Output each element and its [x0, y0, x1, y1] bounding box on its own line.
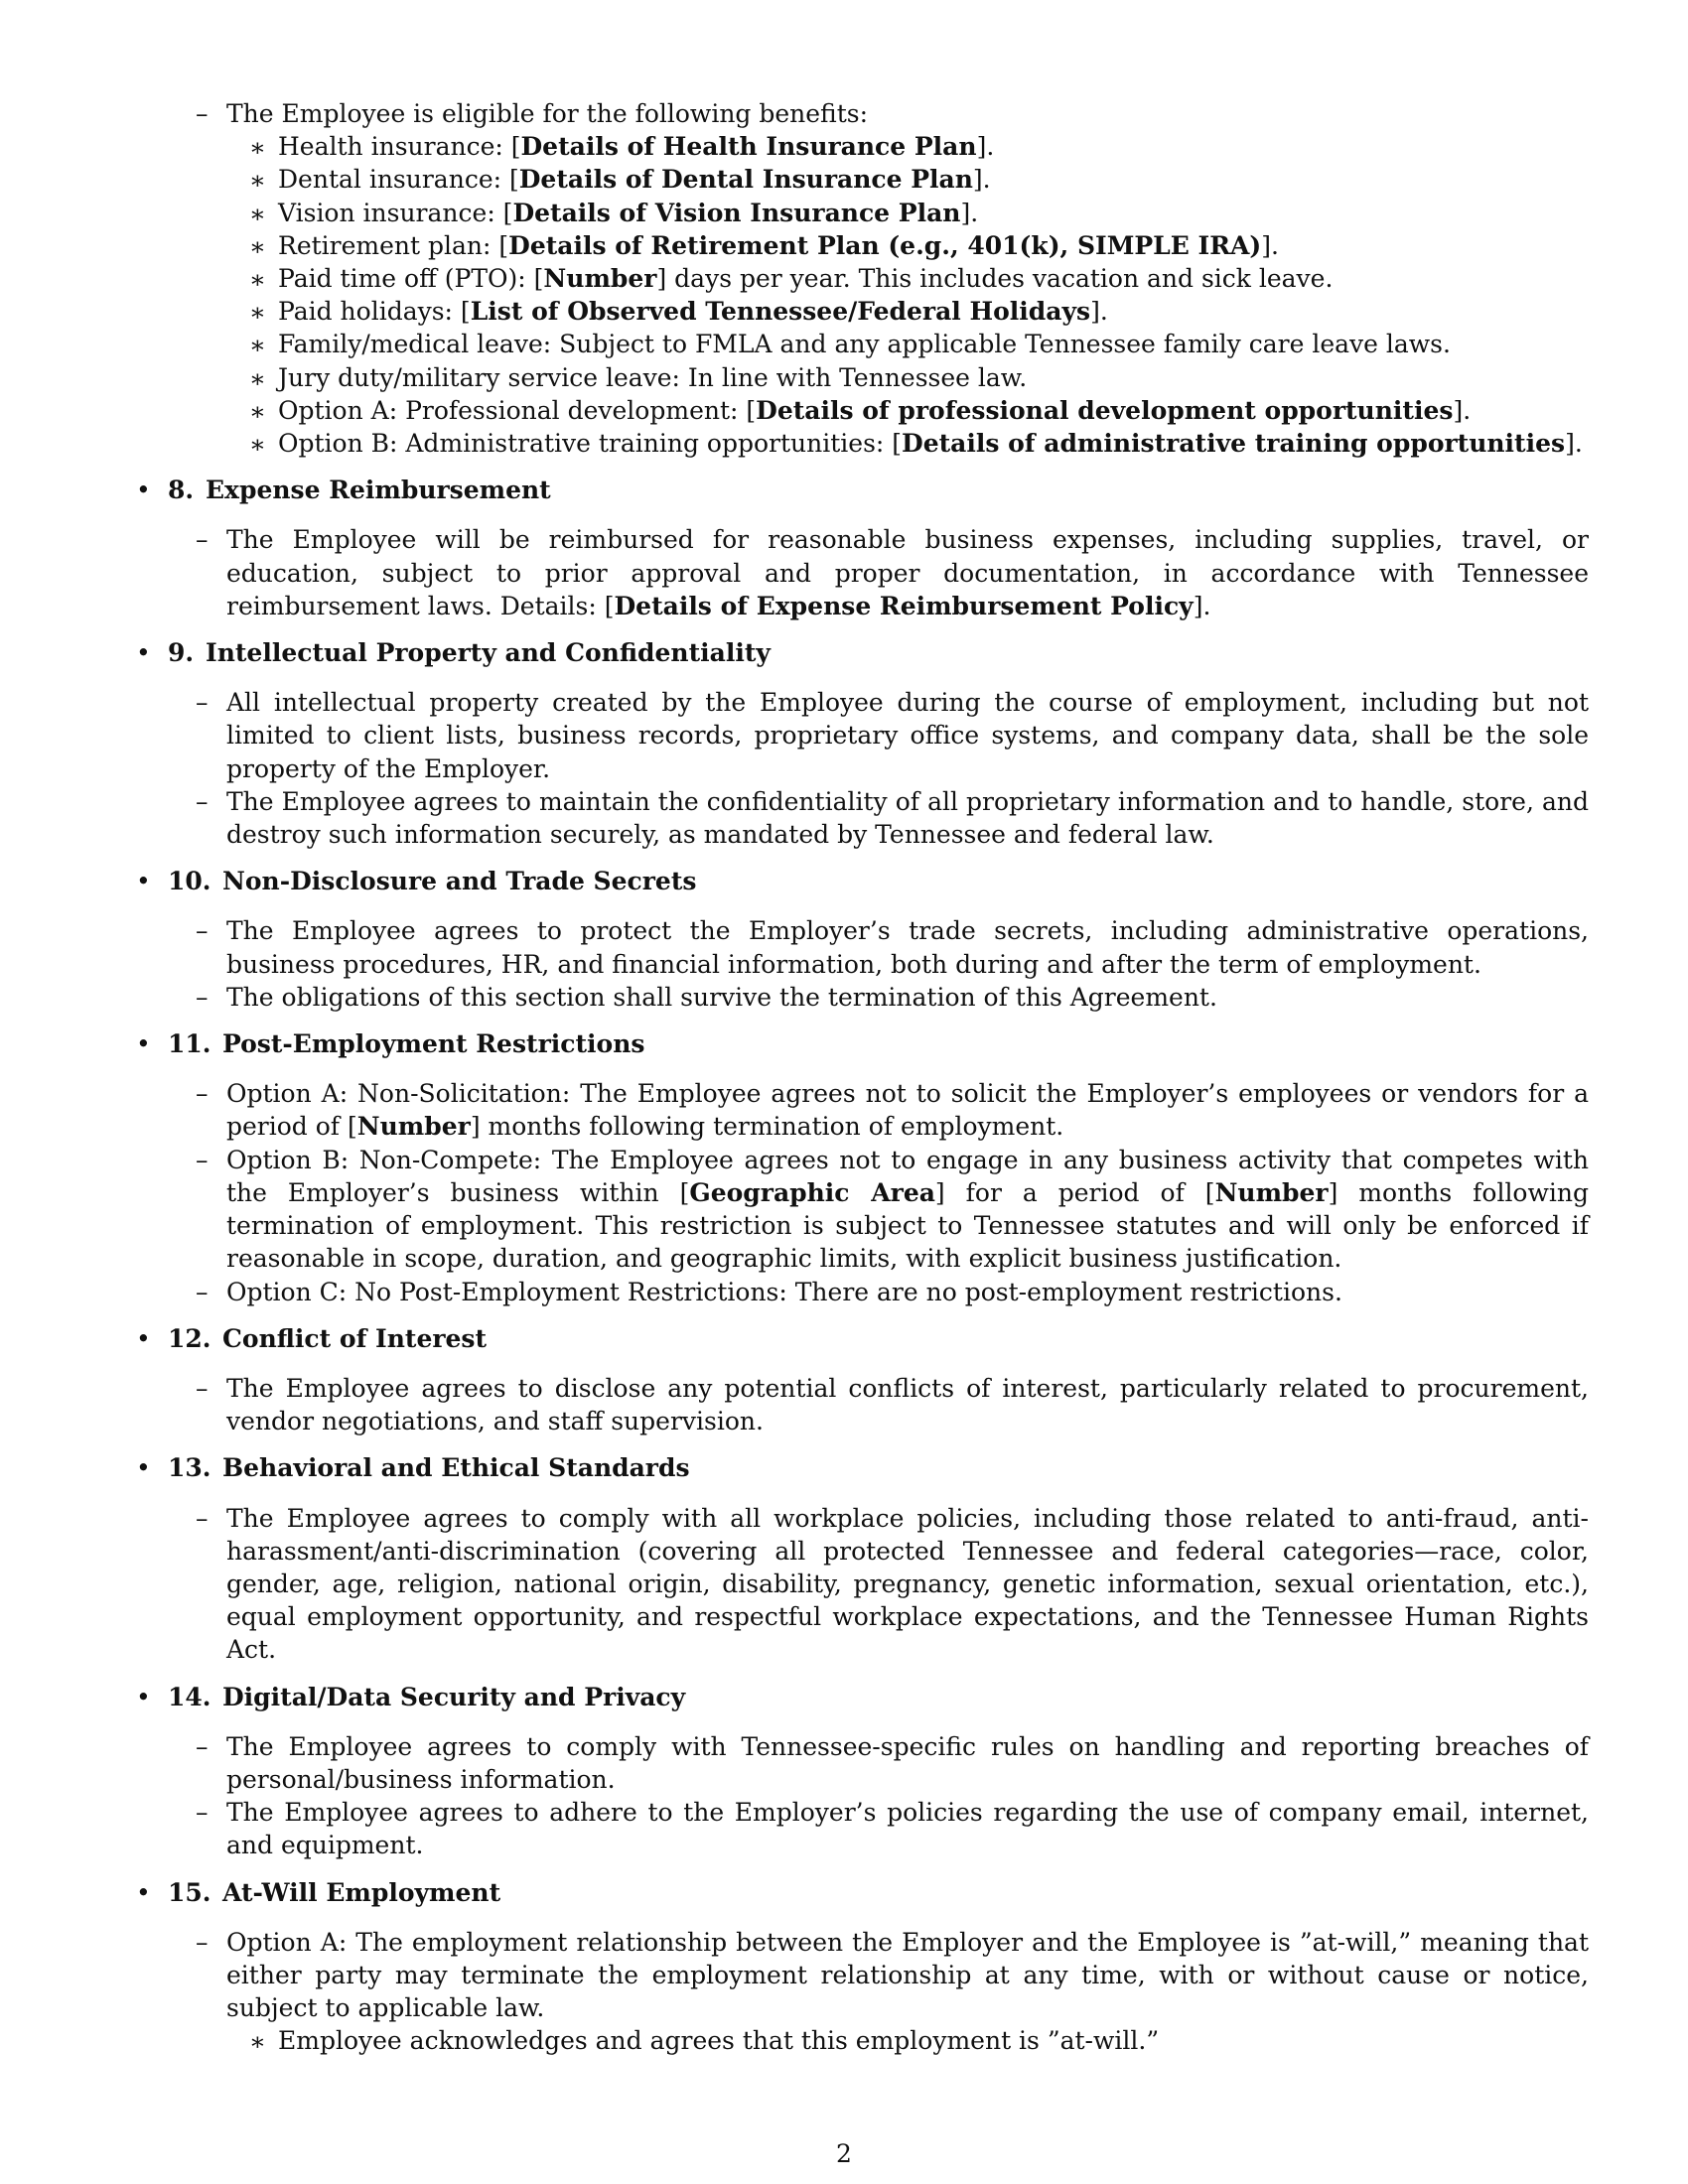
benefit-list: [136, 130, 1589, 460]
bullet-marker: •: [136, 1453, 151, 1483]
benefit-item: ∗ Dental insurance: [Details of Dental Insurance Plan].: [136, 163, 1589, 196]
section-number: 13.: [168, 1453, 211, 1483]
star-marker: ∗: [249, 396, 266, 426]
section-title: Digital/Data Security and Privacy: [222, 1682, 686, 1711]
section-8: [136, 474, 1589, 622]
section-heading: [136, 1451, 1589, 1484]
dash-marker: –: [196, 1731, 209, 1761]
placeholder-field: Number: [356, 1112, 471, 1142]
benefit-item: ∗ Paid time off (PTO): [Number] days per year. This includes vacation and sick leave.: [136, 262, 1589, 295]
section-heading: [136, 1027, 1589, 1060]
benefit-item: ∗ Option A: Professional development: [Details of professional development opportunities].: [136, 394, 1589, 427]
section-heading: [136, 1322, 1589, 1355]
dash-marker: –: [196, 525, 209, 555]
benefits-block: [136, 97, 1589, 460]
dash-marker: –: [196, 786, 209, 816]
star-marker: ∗: [249, 430, 266, 460]
bullet-marker: •: [136, 1877, 151, 1907]
section-9: [136, 636, 1589, 851]
benefit-item: ∗ Retirement plan: [Details of Retirement Plan (e.g., 401(k), SIMPLE IRA)].: [136, 229, 1589, 262]
star-marker: ∗: [249, 331, 266, 360]
section-number: 14.: [168, 1682, 211, 1711]
placeholder-field: Number: [543, 264, 657, 294]
star-marker: ∗: [249, 231, 266, 261]
star-marker: ∗: [249, 199, 266, 228]
dash-marker: –: [196, 1927, 209, 1957]
paragraph: – The Employee agrees to comply with Tennessee-specific rules on handling and reporting breaches of personal/business information.: [196, 1731, 1589, 1794]
paragraph: – All intellectual property created by the Employee during the course of employment, including but not limited to client lists, business records, proprietary office systems, and company data, shall be the sole property of the Employer.: [196, 688, 1589, 783]
dash-marker: –: [196, 1373, 209, 1403]
page-number: 2: [836, 2139, 852, 2168]
dash-marker: –: [196, 1277, 209, 1306]
bullet-marker: •: [136, 867, 151, 896]
dash-marker: –: [196, 99, 209, 128]
section-number: 10.: [168, 867, 211, 896]
paragraph: – The Employee agrees to disclose any potential conflicts of interest, particularly related to procurement, vendor negotiations, and staff supervision.: [196, 1373, 1589, 1436]
paragraph: – Option A: Non-Solicitation: The Employee agrees not to solicit the Employer’s employees or vendors for a period of [Number] months following termination of employment.: [196, 1079, 1589, 1142]
placeholder-field: Details of Dental Insurance Plan: [518, 165, 973, 195]
paragraph: – Option C: No Post-Employment Restrictions: There are no post-employment restrictions.: [136, 1276, 1589, 1308]
paragraph: – The Employee agrees to adhere to the Employer’s policies regarding the use of company email, internet, and equipment.: [196, 1798, 1589, 1860]
section-number: 15.: [168, 1877, 211, 1907]
bullet-marker: •: [136, 1682, 151, 1711]
placeholder-field: Number: [1214, 1177, 1329, 1207]
star-marker: ∗: [249, 166, 266, 196]
paragraph: – The Employee agrees to maintain the confidentiality of all proprietary information and to handle, store, and destroy such information securely, as mandated by Tennessee and federal law.: [196, 786, 1589, 850]
section-title: Non-Disclosure and Trade Secrets: [222, 867, 697, 896]
section-heading: [136, 1876, 1589, 1909]
paragraph: – The Employee agrees to comply with all workplace policies, including those related to anti-fraud, anti-harassment/anti-discrimination (covering all protected Tennessee and federal categories—race, color, gender, age, religion, national origin, disability, pregnancy, genetic information, sexual orientation, etc.), equal employment opportunity, and respectful workplace expectations, and the Tennessee Human Rights Act.: [196, 1503, 1589, 1665]
paragraph: – The Employee agrees to protect the Employer’s trade secrets, including administrative operations, business procedures, HR, and financial information, both during and after the term of employment.: [196, 916, 1589, 979]
star-marker: ∗: [249, 363, 266, 393]
bullet-marker: •: [136, 476, 151, 505]
dash-marker: –: [196, 1503, 209, 1533]
section-heading: [136, 474, 1589, 506]
section-title: Behavioral and Ethical Standards: [222, 1453, 690, 1483]
dash-marker: –: [196, 688, 209, 718]
dash-marker: –: [196, 1145, 209, 1174]
star-marker: ∗: [249, 2027, 266, 2057]
benefit-item: ∗ Family/medical leave: Subject to FMLA and any applicable Tennessee family care leave laws.: [136, 328, 1589, 360]
section-title: Post-Employment Restrictions: [222, 1029, 645, 1059]
section-13: [136, 1451, 1589, 1666]
section-11: [136, 1027, 1589, 1308]
section-10: [136, 865, 1589, 1014]
bullet-marker: •: [136, 638, 151, 668]
paragraph: – The Employee will be reimbursed for reasonable business expenses, including supplies, travel, or education, subject to prior approval and proper documentation, in accordance with Tennessee reimbursement laws. Details: [Details of Expense Reimbursement Policy].: [196, 525, 1589, 620]
benefit-item: ∗ Paid holidays: [List of Observed Tennessee/Federal Holidays].: [136, 295, 1589, 328]
bullet-marker: •: [136, 1323, 151, 1353]
section-15: [136, 1876, 1589, 2058]
section-number: 9.: [168, 638, 195, 668]
bullet-marker: •: [136, 1029, 151, 1059]
section-number: 8.: [168, 476, 195, 505]
section-heading: [136, 636, 1589, 669]
placeholder-field: Geographic Area: [689, 1177, 935, 1207]
section-14: [136, 1681, 1589, 1862]
placeholder-field: Details of administrative training opportunities: [902, 429, 1566, 459]
dash-marker: –: [196, 916, 209, 946]
placeholder-field: Details of Health Insurance Plan: [520, 132, 977, 162]
section-number: 11.: [168, 1029, 211, 1059]
placeholder-field: List of Observed Tennessee/Federal Holidays: [470, 297, 1091, 327]
placeholder-field: Details of Retirement Plan (e.g., 401(k), SIMPLE IRA): [508, 230, 1262, 260]
section-title: Intellectual Property and Confidentiality: [206, 638, 771, 668]
benefit-item: ∗ Vision insurance: [Details of Vision Insurance Plan].: [136, 197, 1589, 229]
benefit-item: ∗ Option B: Administrative training opportunities: [Details of administrative training opportunities].: [136, 427, 1589, 460]
star-marker: ∗: [249, 298, 266, 328]
section-heading: [136, 1681, 1589, 1713]
dash-marker: –: [196, 982, 209, 1012]
paragraph: – Option A: The employment relationship between the Employer and the Employee is ”at-will,” meaning that either party may terminate the employment relationship at any time, with or without cause or notice, subject to applicable law.: [196, 1927, 1589, 2023]
section-heading: [136, 865, 1589, 897]
section-title: Expense Reimbursement: [206, 476, 551, 505]
star-marker: ∗: [249, 265, 266, 295]
benefit-item: ∗ Health insurance: [Details of Health Insurance Plan].: [136, 130, 1589, 163]
placeholder-field: Details of professional development opportunities: [756, 395, 1454, 425]
paragraph: – The obligations of this section shall survive the termination of this Agreement.: [136, 981, 1589, 1014]
placeholder-field: Details of Expense Reimbursement Policy: [614, 591, 1194, 620]
dash-marker: –: [196, 1798, 209, 1828]
section-12: [136, 1322, 1589, 1438]
sub-item: ∗ Employee acknowledges and agrees that this employment is ”at-will.”: [136, 2024, 1589, 2057]
benefit-item: ∗ Jury duty/military service leave: In line with Tennessee law.: [136, 361, 1589, 394]
placeholder-field: Details of Vision Insurance Plan: [512, 198, 961, 227]
star-marker: ∗: [249, 133, 266, 163]
paragraph: – Option B: Non-Compete: The Employee agrees not to engage in any business activity that competes with the Employer’s business within [Geographic Area] for a period of [Number] months following termination of employment. This restriction is subject to Tennessee statutes and will only be enforced if reasonable in scope, duration, and geographic limits, with explicit business justification.: [196, 1145, 1589, 1274]
dash-marker: –: [196, 1079, 209, 1109]
section-title: Conflict of Interest: [222, 1323, 488, 1353]
section-number: 12.: [168, 1323, 211, 1353]
section-title: At-Will Employment: [222, 1877, 501, 1907]
benefits-intro: – The Employee is eligible for the following benefits:: [136, 97, 1589, 130]
